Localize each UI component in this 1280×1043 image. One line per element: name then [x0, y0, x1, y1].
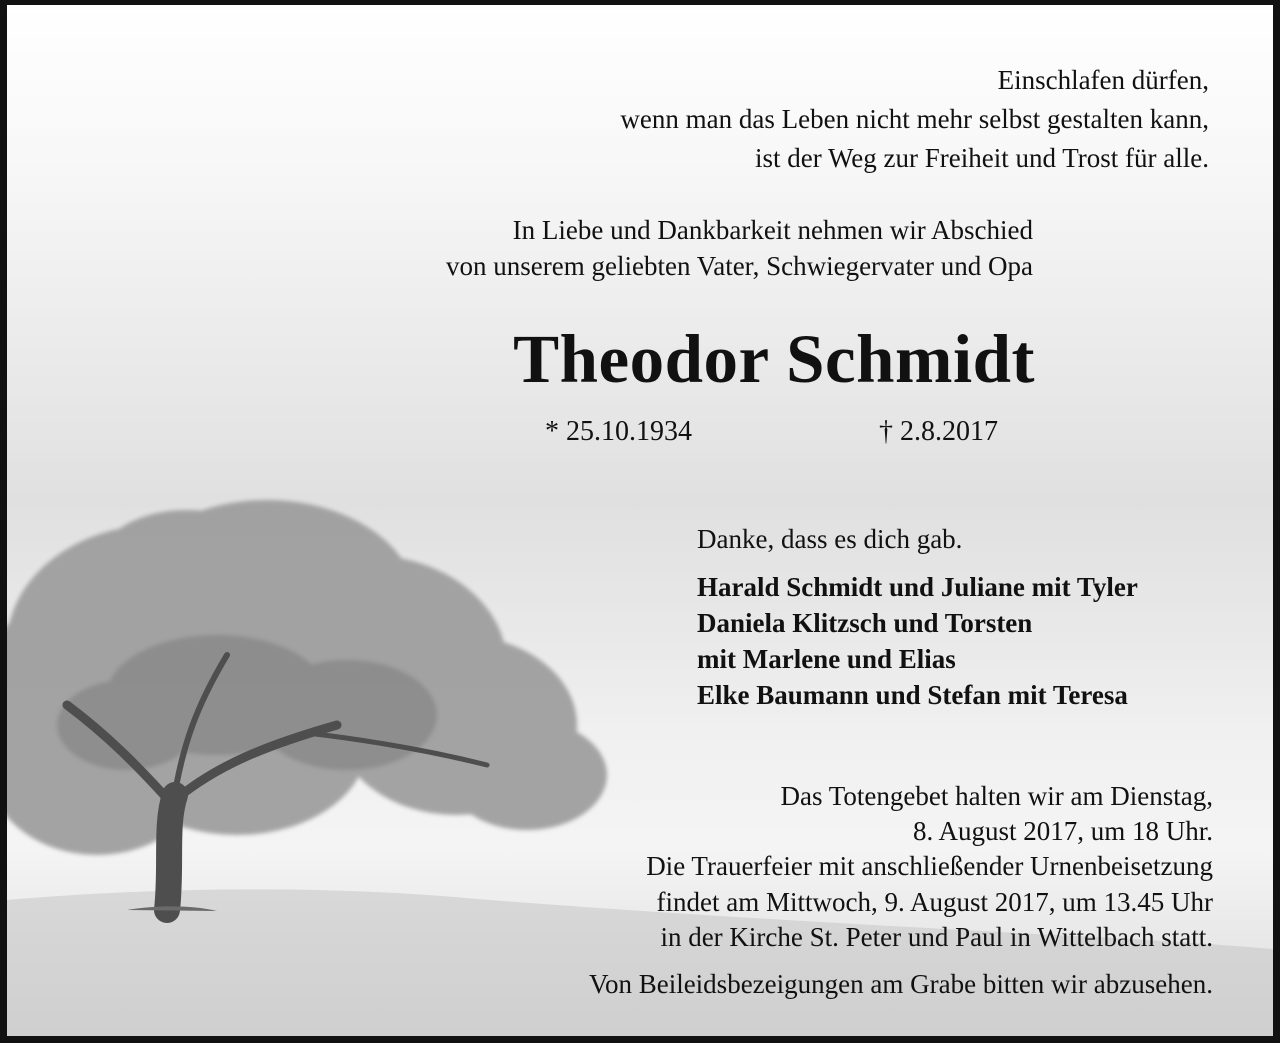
closing-request: Von Beileidsbezeigungen am Grabe bitten wir abzusehen. — [588, 969, 1213, 999]
service-details — [646, 779, 1213, 955]
service-line: 8. August 2017, um 18 Uhr. — [912, 816, 1213, 847]
poem-verse — [620, 61, 1209, 178]
family-line: Harald Schmidt und Juliane mit Tyler — [697, 572, 1138, 602]
death-date: † 2.8.2017 — [879, 416, 998, 447]
family-list — [697, 569, 1138, 713]
family-line: Elke Baumann und Stefan mit Teresa — [697, 680, 1128, 710]
thanks-line: Danke, dass es dich gab. — [697, 524, 963, 554]
poem-line: ist der Weg zur Freiheit und Trost für alle. — [754, 143, 1209, 173]
service-line: findet am Mittwoch, 9. August 2017, um 13.45 Uhr — [656, 886, 1213, 917]
intro-line: In Liebe und Dankbarkeit nehmen wir Abschied — [512, 215, 1033, 245]
service-line: in der Kirche St. Peter und Paul in Wittelbach statt. — [660, 921, 1213, 952]
intro-line: von unserem geliebten Vater, Schwiegervater und Opa — [446, 251, 1033, 281]
family-line: Daniela Klitzsch und Torsten — [697, 608, 1033, 638]
farewell-intro — [446, 212, 1033, 284]
service-line: Die Trauerfeier mit anschließender Urnenbeisetzung — [646, 851, 1213, 882]
poem-line: wenn man das Leben nicht mehr selbst gestalten kann, — [620, 104, 1209, 134]
deceased-name: Theodor Schmidt — [513, 321, 1035, 397]
service-line: Das Totengebet halten wir am Dienstag, — [780, 781, 1213, 811]
birth-date: * 25.10.1934 — [545, 416, 692, 447]
poem-line: Einschlafen dürfen, — [997, 65, 1209, 95]
family-line: mit Marlene und Elias — [697, 644, 956, 674]
